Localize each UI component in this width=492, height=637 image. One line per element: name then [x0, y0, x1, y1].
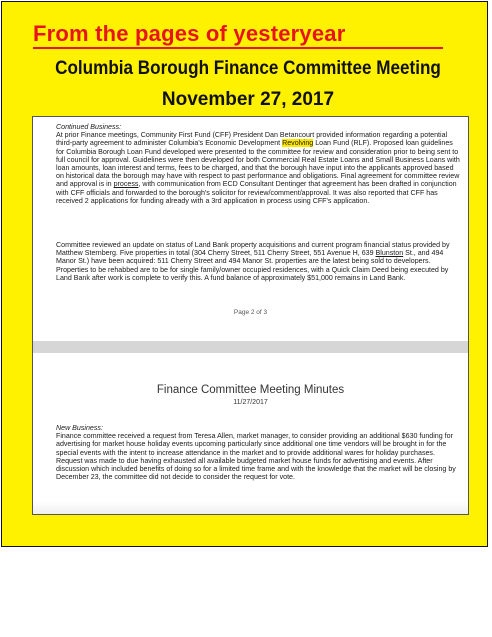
paragraph-text: , with communication from ECD Consultant Dentinger that agreement has been drafted in conjunction with CFF officials and forwarded to the borough's solicitor for review/comment/approval. It was also reported that CFF has received 2 applications for funding already with a 3rd application in process using CFF's application. — [56, 180, 457, 205]
new-business-paragraph — [56, 424, 460, 481]
headline-underline — [33, 47, 443, 49]
headline: From the pages of yesteryear — [33, 21, 346, 46]
continued-business-paragraph — [56, 123, 460, 205]
title-line-1: Columbia Borough Finance Committee Meeting — [55, 58, 441, 79]
clip-bottom-fade — [33, 501, 468, 515]
land-bank-paragraph — [56, 241, 460, 282]
section-heading-continued: Continued Business: — [56, 123, 122, 131]
highlighted-word: Revolving — [282, 139, 314, 148]
paragraph-text: Committee reviewed an update on status of Land Bank property acquisitions and current program financial status provided by Matthew Sternberg. Five properties in total (304 Cherry Street, 511 Cherry Street, 551 Avenue H, 639 — [56, 241, 450, 258]
document-clipping — [32, 116, 469, 515]
page-break — [33, 341, 468, 353]
paragraph-text: Finance committee received a request from Teresa Allen, market manager, to consider providing an additional $630 funding for advertising for market house holiday events upcoming particularly since additional one time vendors will be brought in for the special events with the intent to increase attendance in the market and to provide additional wares for holiday purchases. Request was made to due having exhausted all available budgeted market house funds for advertising and events. After discussion which included benefits of doing so for a limited time frame and with the knowledge that the market will be closing by December 23, the committee did not decide to consider the request for vote. — [56, 432, 456, 482]
page-number: Page 2 of 3 — [233, 309, 268, 316]
underlined-word: process — [113, 180, 139, 189]
title-line-2: November 27, 2017 — [161, 89, 335, 110]
minutes-title: Finance Committee Meeting Minutes — [156, 384, 345, 396]
paragraph-text: At prior Finance meetings, Community First Fund (CFF) President Dan Betancourt provided information regarding a potential third-party agreement to administer Columbia's Economic Development — [56, 131, 448, 148]
underlined-word: Blunston — [375, 249, 404, 258]
section-heading-new: New Business: — [56, 424, 103, 432]
minutes-date: 11/27/2017 — [233, 399, 268, 406]
paragraph-text: St., and 494 Manor St.) have been acquired: 511 Cherry Street and 494 Manor St. properties are the latest being sold to developers. Properties to be rehabbed are to be for single family/owner occupied residences, with a Quick Claim Deed being executed by Land Bank after work is complete to verify this. A fund balance of approximately $51,000 remains in Land Bank. — [56, 249, 449, 282]
yellow-frame — [1, 1, 488, 547]
paragraph-text: Loan Fund (RLF). Proposed loan guidelines for Columbia Borough Loan Fund developed were presented to the committee for review and consideration prior to being sent to full council for approval. Guidelines were then developed for both Commercial Real Estate Loans and Small Business Loans with loan amounts, loan interest and terms, fees to be charged, and that the borough have input into the applicants approved based on historical data the borough may have with respect to past performance and obligations. Final agreement for committee review and approval is in — [56, 139, 460, 189]
